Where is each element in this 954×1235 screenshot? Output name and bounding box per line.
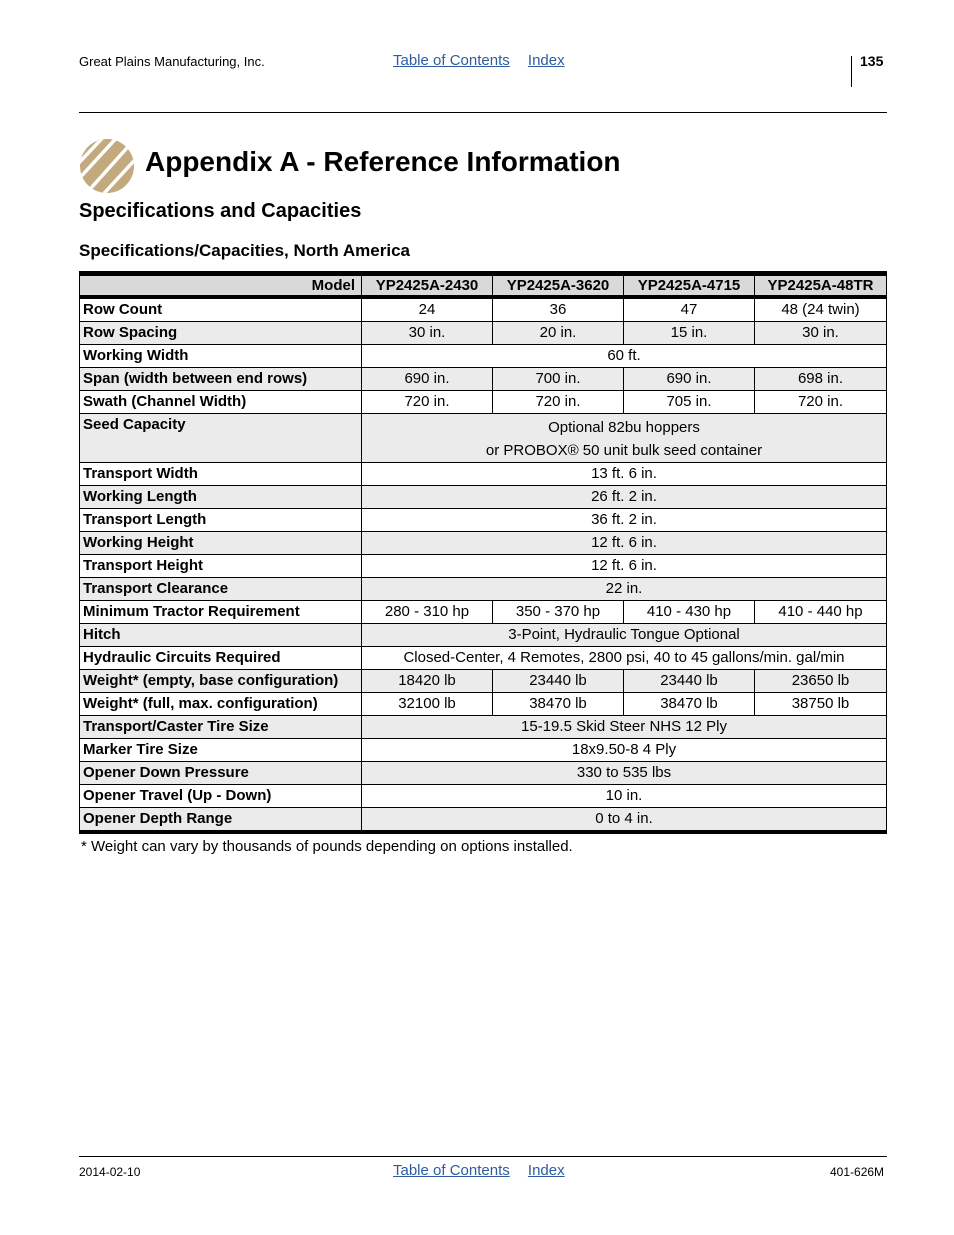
page-number: 135 bbox=[860, 53, 884, 69]
row-label: Transport/Caster Tire Size bbox=[80, 716, 362, 739]
table-row bbox=[80, 555, 887, 578]
table-cell: 38470 lb bbox=[493, 693, 624, 716]
table-cell: 720 in. bbox=[362, 391, 493, 414]
row-label: Span (width between end rows) bbox=[80, 368, 362, 391]
table-cell-merged: 60 ft. bbox=[362, 345, 887, 368]
table-cell-merged: 12 ft. 6 in. bbox=[362, 532, 887, 555]
table-row bbox=[80, 297, 887, 322]
table-cell: 32100 lb bbox=[362, 693, 493, 716]
table-cell-merged: 330 to 535 lbs bbox=[362, 762, 887, 785]
row-label: Hitch bbox=[80, 624, 362, 647]
table-cell: 38470 lb bbox=[624, 693, 755, 716]
table-cell-merged: 10 in. bbox=[362, 785, 887, 808]
table-cell: 23440 lb bbox=[624, 670, 755, 693]
table-row bbox=[80, 808, 887, 833]
header-company: Great Plains Manufacturing, Inc. bbox=[79, 54, 265, 69]
footer-nav bbox=[393, 1162, 579, 1179]
table-cell: 698 in. bbox=[755, 368, 887, 391]
table-row bbox=[80, 322, 887, 345]
table-row bbox=[80, 509, 887, 532]
table-cell: 24 bbox=[362, 297, 493, 322]
model-header: Model bbox=[80, 274, 362, 298]
row-label: Opener Travel (Up - Down) bbox=[80, 785, 362, 808]
table-cell: 705 in. bbox=[624, 391, 755, 414]
model-column-header: YP2425A-4715 bbox=[624, 274, 755, 298]
table-row bbox=[80, 647, 887, 670]
row-label: Marker Tire Size bbox=[80, 739, 362, 762]
table-cell-merged: 12 ft. 6 in. bbox=[362, 555, 887, 578]
subsection-title: Specifications/Capacities, North America bbox=[79, 241, 410, 260]
row-label: Minimum Tractor Requirement bbox=[80, 601, 362, 624]
table-cell: 23440 lb bbox=[493, 670, 624, 693]
table-row bbox=[80, 578, 887, 601]
table-row bbox=[80, 486, 887, 509]
table-cell: 18420 lb bbox=[362, 670, 493, 693]
row-label: Row Spacing bbox=[80, 322, 362, 345]
row-label: Seed Capacity bbox=[80, 414, 362, 463]
page-title: Appendix A - Reference Information bbox=[145, 146, 621, 177]
table-cell-merged: 18x9.50-8 4 Ply bbox=[362, 739, 887, 762]
table-row bbox=[80, 693, 887, 716]
row-label: Hydraulic Circuits Required bbox=[80, 647, 362, 670]
row-label: Transport Clearance bbox=[80, 578, 362, 601]
footer-rule bbox=[79, 1156, 887, 1157]
seed-capacity-line-2: or PROBOX® 50 unit bulk seed container bbox=[485, 442, 763, 459]
table-cell: 23650 lb bbox=[755, 670, 887, 693]
row-label: Transport Width bbox=[80, 463, 362, 486]
table-cell: 30 in. bbox=[755, 322, 887, 345]
table-cell: 690 in. bbox=[362, 368, 493, 391]
table-row bbox=[80, 762, 887, 785]
footer-doc-number: 401-626M bbox=[830, 1165, 885, 1179]
table-cell-merged: 13 ft. 6 in. bbox=[362, 463, 887, 486]
table-row bbox=[80, 463, 887, 486]
row-label: Opener Depth Range bbox=[80, 808, 362, 833]
model-column-header: YP2425A-48TR bbox=[755, 274, 887, 298]
table-cell-merged: 22 in. bbox=[362, 578, 887, 601]
table-header-row bbox=[80, 274, 887, 298]
table-cell-merged: 0 to 4 in. bbox=[362, 808, 887, 833]
table-cell: 720 in. bbox=[755, 391, 887, 414]
table-row bbox=[80, 601, 887, 624]
header-toc-link[interactable]: Table of Contents bbox=[393, 52, 510, 69]
specifications-table bbox=[79, 271, 887, 834]
table-cell: 410 - 440 hp bbox=[755, 601, 887, 624]
header-rule bbox=[79, 112, 887, 113]
table-cell: 720 in. bbox=[493, 391, 624, 414]
page-number-divider bbox=[851, 56, 852, 87]
table-cell: 690 in. bbox=[624, 368, 755, 391]
table-cell: 47 bbox=[624, 297, 755, 322]
table-cell: 30 in. bbox=[362, 322, 493, 345]
row-label: Working Height bbox=[80, 532, 362, 555]
table-cell: 410 - 430 hp bbox=[624, 601, 755, 624]
row-label: Transport Length bbox=[80, 509, 362, 532]
footer-toc-link[interactable]: Table of Contents bbox=[393, 1162, 510, 1179]
row-label: Working Length bbox=[80, 486, 362, 509]
row-label: Weight* (full, max. configuration) bbox=[80, 693, 362, 716]
table-footnote: * Weight can vary by thousands of pounds depending on options installed. bbox=[81, 838, 573, 855]
table-row bbox=[80, 391, 887, 414]
table-row bbox=[80, 368, 887, 391]
table-cell: 38750 lb bbox=[755, 693, 887, 716]
table-cell-merged: 15-19.5 Skid Steer NHS 12 Ply bbox=[362, 716, 887, 739]
table-cell-merged: Closed-Center, 4 Remotes, 2800 psi, 40 to 45 gallons/min. gal/min bbox=[362, 647, 887, 670]
table-cell: 36 bbox=[493, 297, 624, 322]
table-cell-merged: 26 ft. 2 in. bbox=[362, 486, 887, 509]
table-cell-merged: 36 ft. 2 in. bbox=[362, 509, 887, 532]
seed-capacity-line-1: Optional 82bu hoppers bbox=[548, 419, 700, 436]
brand-logo-icon bbox=[79, 137, 135, 195]
table-row bbox=[80, 739, 887, 762]
table-row bbox=[80, 624, 887, 647]
header-index-link[interactable]: Index bbox=[527, 52, 565, 69]
footer-date: 2014-02-10 bbox=[79, 1165, 141, 1179]
header-nav bbox=[393, 52, 579, 69]
table-cell-merged: 3-Point, Hydraulic Tongue Optional bbox=[362, 624, 887, 647]
table-cell: 48 (24 twin) bbox=[755, 297, 887, 322]
row-label: Opener Down Pressure bbox=[80, 762, 362, 785]
table-row bbox=[80, 532, 887, 555]
row-label: Weight* (empty, base configuration) bbox=[80, 670, 362, 693]
section-title: Specifications and Capacities bbox=[79, 200, 362, 222]
row-label: Transport Height bbox=[80, 555, 362, 578]
table-cell: 15 in. bbox=[624, 322, 755, 345]
table-row bbox=[80, 716, 887, 739]
row-label: Working Width bbox=[80, 345, 362, 368]
table-row bbox=[80, 345, 887, 368]
model-column-header: YP2425A-2430 bbox=[362, 274, 493, 298]
table-row bbox=[80, 785, 887, 808]
table-cell: 700 in. bbox=[493, 368, 624, 391]
table-row bbox=[80, 414, 887, 463]
footer-index-link[interactable]: Index bbox=[527, 1162, 565, 1179]
model-column-header: YP2425A-3620 bbox=[493, 274, 624, 298]
table-cell: 350 - 370 hp bbox=[493, 601, 624, 624]
table-cell: 280 - 310 hp bbox=[362, 601, 493, 624]
table-cell: 20 in. bbox=[493, 322, 624, 345]
row-label: Swath (Channel Width) bbox=[80, 391, 362, 414]
row-label: Row Count bbox=[80, 297, 362, 322]
table-row bbox=[80, 670, 887, 693]
table-cell-merged bbox=[362, 414, 887, 463]
